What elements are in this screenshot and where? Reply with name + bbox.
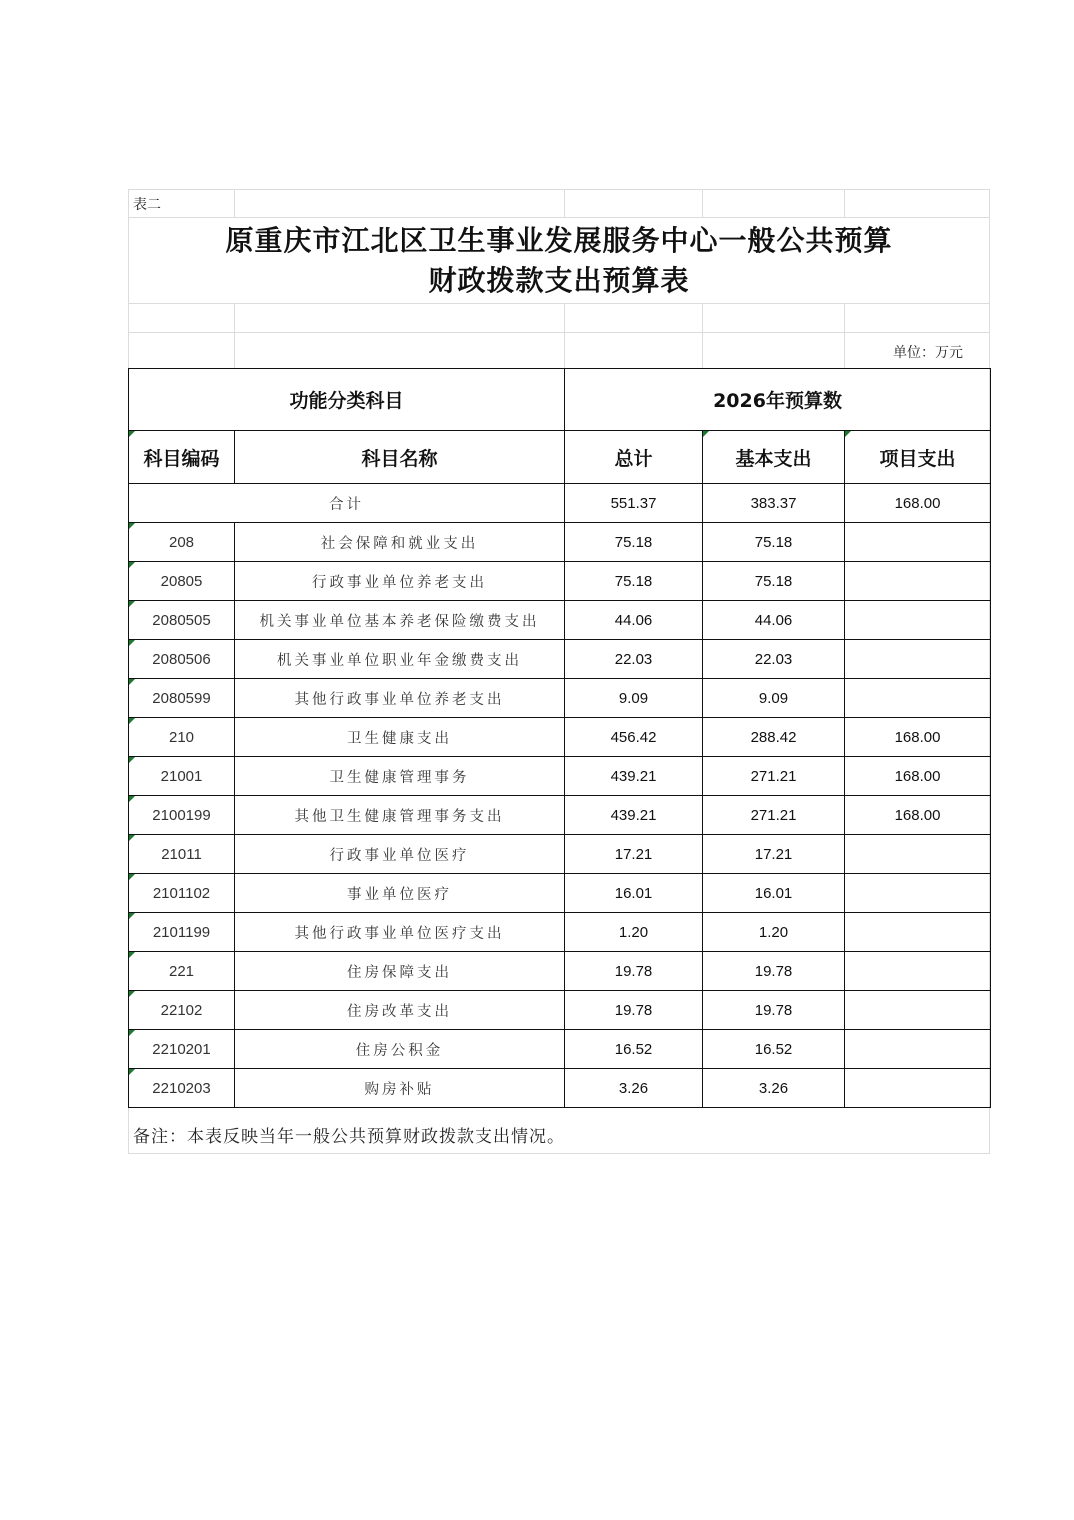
row-basic: 75.18: [703, 523, 845, 562]
header-basic: 基本支出: [703, 431, 845, 484]
row-total: 9.09: [565, 679, 703, 718]
row-code: 2101199: [129, 913, 235, 952]
gridline: [128, 189, 990, 190]
row-basic: 19.78: [703, 952, 845, 991]
table-row: [129, 1030, 991, 1069]
unit-label: 单位：万元: [893, 345, 963, 361]
gridline: [564, 303, 565, 368]
row-name: 购房补贴: [235, 1069, 565, 1108]
gridline: [128, 303, 990, 304]
total-total: 551.37: [565, 484, 703, 523]
table-row: [129, 1069, 991, 1108]
gridline: [128, 332, 990, 333]
header-functional-category: 功能分类科目: [129, 369, 565, 431]
row-code: 221: [129, 952, 235, 991]
row-total: 17.21: [565, 835, 703, 874]
table-row: [129, 835, 991, 874]
row-project: 168.00: [845, 757, 991, 796]
row-basic: 16.01: [703, 874, 845, 913]
table-row: [129, 952, 991, 991]
row-basic: 271.21: [703, 796, 845, 835]
row-code: 21001: [129, 757, 235, 796]
row-name: 卫生健康管理事务: [235, 757, 565, 796]
table-body: [129, 523, 991, 1108]
row-basic: 9.09: [703, 679, 845, 718]
row-basic: 17.21: [703, 835, 845, 874]
gridline: [234, 189, 235, 217]
header-project: 项目支出: [845, 431, 991, 484]
table-row: [129, 718, 991, 757]
row-project: 168.00: [845, 718, 991, 757]
header-total: 总计: [565, 431, 703, 484]
row-basic: 1.20: [703, 913, 845, 952]
row-name: 卫生健康支出: [235, 718, 565, 757]
row-total: 22.03: [565, 640, 703, 679]
table-row: [129, 640, 991, 679]
gridline: [128, 217, 990, 218]
row-total: 439.21: [565, 757, 703, 796]
row-name: 机关事业单位基本养老保险缴费支出: [235, 601, 565, 640]
row-total: 75.18: [565, 523, 703, 562]
table-row: [129, 874, 991, 913]
row-project: [845, 991, 991, 1030]
total-label: 合计: [129, 484, 565, 523]
row-project: 168.00: [845, 796, 991, 835]
row-total: 16.52: [565, 1030, 703, 1069]
row-basic: 44.06: [703, 601, 845, 640]
row-project: [845, 874, 991, 913]
row-code: 2210203: [129, 1069, 235, 1108]
row-project: [845, 523, 991, 562]
row-code: 2100199: [129, 796, 235, 835]
row-name: 机关事业单位职业年金缴费支出: [235, 640, 565, 679]
row-name: 其他行政事业单位养老支出: [235, 679, 565, 718]
table-label: 表二: [133, 197, 161, 213]
row-project: [845, 562, 991, 601]
row-code: 2210201: [129, 1030, 235, 1069]
total-project: 168.00: [845, 484, 991, 523]
row-total: 19.78: [565, 991, 703, 1030]
page-subtitle: 财政拨款支出预算表: [428, 264, 690, 297]
row-basic: 75.18: [703, 562, 845, 601]
row-name: 其他行政事业单位医疗支出: [235, 913, 565, 952]
row-project: [845, 835, 991, 874]
row-total: 16.01: [565, 874, 703, 913]
header-name: 科目名称: [235, 431, 565, 484]
row-name: 社会保障和就业支出: [235, 523, 565, 562]
row-name: 事业单位医疗: [235, 874, 565, 913]
table-row: [129, 562, 991, 601]
row-project: [845, 1030, 991, 1069]
table-row: [129, 679, 991, 718]
header-row-columns: [129, 431, 991, 484]
row-total: 44.06: [565, 601, 703, 640]
row-basic: 271.21: [703, 757, 845, 796]
row-project: [845, 952, 991, 991]
row-total: 3.26: [565, 1069, 703, 1108]
row-name: 其他卫生健康管理事务支出: [235, 796, 565, 835]
row-code: 208: [129, 523, 235, 562]
row-name: 行政事业单位医疗: [235, 835, 565, 874]
row-name: 住房公积金: [235, 1030, 565, 1069]
header-budget-year: 2026年预算数: [565, 369, 991, 431]
row-total: 75.18: [565, 562, 703, 601]
row-total: 439.21: [565, 796, 703, 835]
budget-table: [128, 368, 991, 1108]
footnote: 备注：本表反映当年一般公共预算财政拨款支出情况。: [133, 1127, 565, 1147]
total-basic: 383.37: [703, 484, 845, 523]
row-code: 2080506: [129, 640, 235, 679]
table-row: [129, 601, 991, 640]
row-name: 住房改革支出: [235, 991, 565, 1030]
table-row: [129, 523, 991, 562]
row-name: 住房保障支出: [235, 952, 565, 991]
row-basic: 22.03: [703, 640, 845, 679]
row-code: 22102: [129, 991, 235, 1030]
gridline: [128, 1153, 990, 1154]
table-row: [129, 913, 991, 952]
row-project: [845, 640, 991, 679]
row-code: 20805: [129, 562, 235, 601]
table-row: [129, 796, 991, 835]
gridline: [844, 189, 845, 217]
total-row: [129, 484, 991, 523]
row-total: 456.42: [565, 718, 703, 757]
table-row: [129, 757, 991, 796]
row-project: [845, 601, 991, 640]
header-code: 科目编码: [129, 431, 235, 484]
gridline: [702, 189, 703, 217]
gridline: [234, 303, 235, 368]
row-basic: 19.78: [703, 991, 845, 1030]
row-code: 210: [129, 718, 235, 757]
row-total: 19.78: [565, 952, 703, 991]
gridline: [844, 303, 845, 368]
row-basic: 3.26: [703, 1069, 845, 1108]
table-row: [129, 991, 991, 1030]
header-row-group: [129, 369, 991, 431]
row-basic: 288.42: [703, 718, 845, 757]
row-name: 行政事业单位养老支出: [235, 562, 565, 601]
row-code: 2080505: [129, 601, 235, 640]
gridline: [702, 303, 703, 368]
row-code: 2080599: [129, 679, 235, 718]
row-project: [845, 679, 991, 718]
gridline: [564, 189, 565, 217]
row-code: 2101102: [129, 874, 235, 913]
page-title: 原重庆市江北区卫生事业发展服务中心一般公共预算: [225, 224, 893, 257]
row-total: 1.20: [565, 913, 703, 952]
row-basic: 16.52: [703, 1030, 845, 1069]
row-project: [845, 913, 991, 952]
row-project: [845, 1069, 991, 1108]
row-code: 21011: [129, 835, 235, 874]
